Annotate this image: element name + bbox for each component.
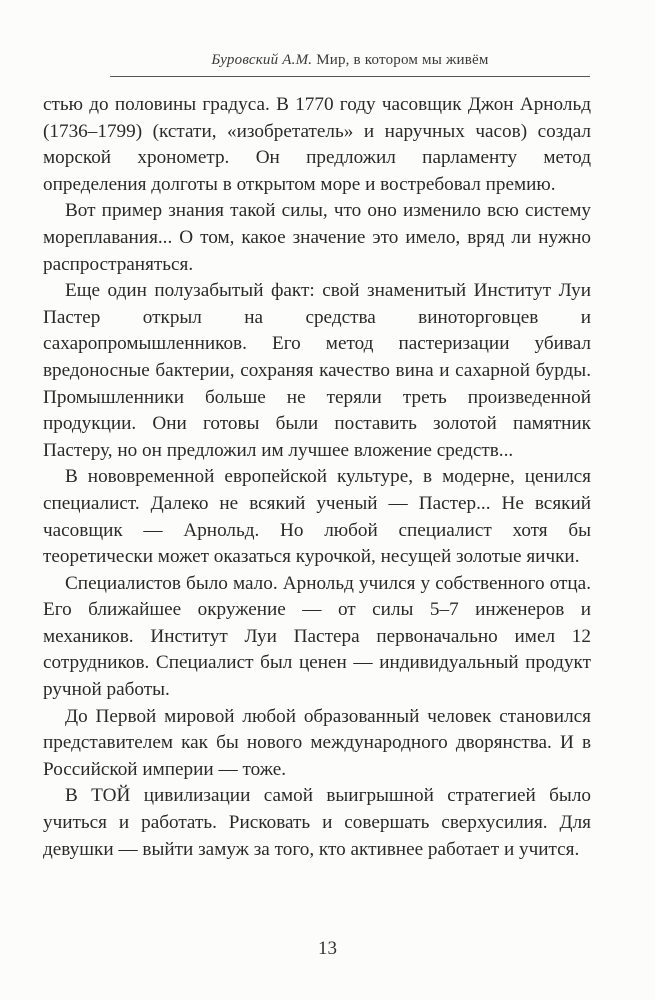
header-author: Буровский А.М.	[211, 52, 313, 68]
paragraph-7: В ТОЙ цивилизации самой выигрышной стратегией было учиться и работать. Рисковать и совершать сверхусилия. Для девушки — выйти замуж за того, кто активнее работает и учится.	[43, 785, 591, 860]
paragraph-1: стью до половины градуса. В 1770 году часовщик Джон Арнольд (1736–1799) (кстати, «изобретатель» и наручных часов) создал морской хронометр. Он предложил парламенту метод определения долготы в открытом море и востребовал премию.	[43, 94, 591, 195]
header-title: Мир, в котором мы живём	[316, 52, 489, 68]
paragraph-2: Вот пример знания такой силы, что оно изменило всю систему мореплавания... О том, какое значение это имело, вряд ли нужно распространяться.	[43, 200, 591, 275]
paragraph-3: Еще один полузабытый факт: свой знаменитый Институт Луи Пастер открыл на средства виноторговцев и сахаропромышленников. Его метод пастеризации убивал вредоносные бактерии, сохраняя качество вина и сахарной бурды. Промышленники больше не теряли треть произведенной продукции. Они готовы были поставить золотой памятник Пастеру, но он предложил им лучшее вложение средств...	[43, 280, 591, 461]
page-body	[43, 92, 591, 863]
paragraph-6: До Первой мировой любой образованный человек становился представителем как бы нового международного дворянства. И в Российской империи — тоже.	[43, 705, 591, 780]
paragraph-4: В нововременной европейской культуре, в модерне, ценился специалист. Далеко не всякий ученый — Пастер... Не всякий часовщик — Арнольд. Но любой специалист хотя бы теоретически может оказаться курочкой, несущей золотые яички.	[43, 466, 591, 568]
paragraph-5: Специалистов было мало. Арнольд учился у собственного отца. Его ближайшее окружение — от силы 5–7 инженеров и механиков. Институт Луи Пастера первоначально имел 12 сотрудников. Специалист был ценен — индивидуальный продукт ручной работы.	[43, 572, 591, 701]
page-number: 13	[318, 938, 337, 959]
running-header	[110, 52, 590, 69]
header-rule	[110, 76, 590, 77]
